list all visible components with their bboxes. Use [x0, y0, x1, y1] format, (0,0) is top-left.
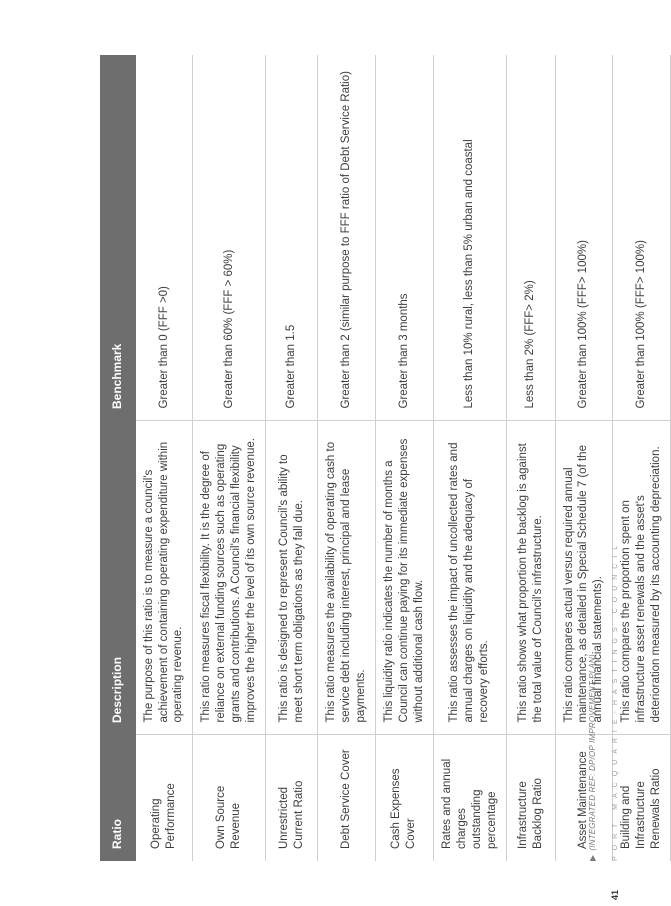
financial-ratios-table — [100, 55, 671, 861]
benchmark-cell: Greater than 0 (FFF >0) — [136, 55, 193, 421]
description-cell: This ratio measures the availability of operating cash to service debt including interest, principal and lease payments. — [318, 421, 376, 735]
table-row — [318, 55, 376, 861]
table-row — [555, 55, 613, 861]
description-cell: This ratio compares the proportion spent on infrastructure asset renewals and the asset's deterioration measured by its accounting depreciation. — [613, 421, 671, 735]
page-number: 41 — [610, 889, 620, 900]
table-row — [136, 55, 193, 861]
header-ratio: Ratio — [100, 735, 136, 861]
ratio-cell: Unrestricted Current Ratio — [266, 735, 318, 861]
description-cell: This ratio measures fiscal flexibility. It is the degree of reliance on external funding sources such as operating grants and contributions. A Council's financial flexibility improves the higher the level of its own source revenue. — [193, 421, 266, 735]
description-cell: This ratio compares actual versus required annual maintenance, as detailed in Special Schedule 7 (of the annual financial statements). — [555, 421, 613, 735]
table-row — [506, 55, 555, 861]
ratio-cell: Building and Infrastructure Renewals Ratio — [613, 735, 671, 861]
benchmark-cell: Greater than 60% (FFF > 60%) — [193, 55, 266, 421]
table-row — [613, 55, 671, 861]
table-row — [266, 55, 318, 861]
description-cell: This ratio assesses the impact of uncollected rates and annual charges on liquidity and the adequacy of recovery efforts. — [433, 421, 506, 735]
description-cell: This ratio is designed to represent Council's ability to meet short term obligations as they fall due. — [266, 421, 318, 735]
benchmark-cell: Greater than 1.5 — [266, 55, 318, 421]
benchmark-cell: Greater than 100% (FFF> 100%) — [613, 55, 671, 421]
ratio-cell: Cash Expenses Cover — [375, 735, 433, 861]
ratio-cell: Infrastructure Backlog Ratio — [506, 735, 555, 861]
benchmark-cell: Less than 10% rural, less than 5% urban and coastal — [433, 55, 506, 421]
table-row — [433, 55, 506, 861]
benchmark-cell: Greater than 2 (similar purpose to FFF ratio of Debt Service Ratio) — [318, 55, 376, 421]
header-benchmark: Benchmark — [100, 55, 136, 421]
header-description: Description — [100, 421, 136, 735]
table-row — [193, 55, 266, 861]
triangle-arrow-icon: ▶ — [588, 854, 597, 861]
description-cell: This ratio shows what proportion the backlog is against the total value of Council's infrastructure. — [506, 421, 555, 735]
description-cell: The purpose of this ratio is to measure a council's achievement of containing operating expenditure within operating revenue. — [136, 421, 193, 735]
benchmark-cell: Greater than 3 months — [375, 55, 433, 421]
council-banner: PORT MACQUARIE-HASTINGS COUNCIL — [612, 539, 619, 861]
table-row — [375, 55, 433, 861]
ratio-cell: Rates and annual charges outstanding percentage — [433, 735, 506, 861]
ratio-cell: Debt Service Cover — [318, 735, 376, 861]
integrated-reference — [588, 654, 597, 861]
description-cell: This liquidity ratio indicates the number of months a Council can continue paying for its immediate expenses without additional cash flow. — [375, 421, 433, 735]
ratio-cell: Own Source Revenue — [193, 735, 266, 861]
benchmark-cell: Greater than 100% (FFF> 100%) — [555, 55, 613, 421]
benchmark-cell: Less than 2% (FFF> 2%) — [506, 55, 555, 421]
ratio-cell: Asset Maintenance — [555, 735, 613, 861]
ratio-cell: Operating Performance — [136, 735, 193, 861]
integrated-reference-text: (INTEGRATED REF: DP/OP IMPROVEMENT PLAN) — [588, 654, 597, 851]
table-header-row — [100, 55, 136, 861]
